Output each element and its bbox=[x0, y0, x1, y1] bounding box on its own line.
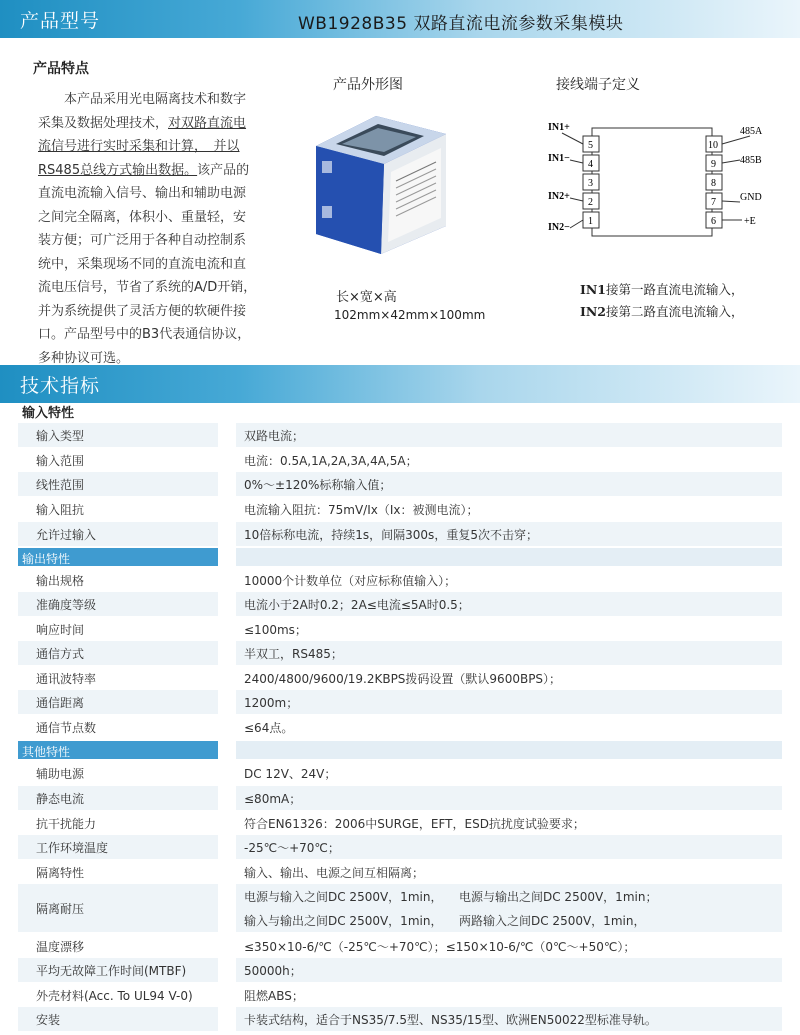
pin-number: 3 bbox=[588, 178, 593, 189]
feature-line: 并为系统提供了灵活方便的软硬件接 bbox=[38, 303, 247, 319]
pin-number: 5 bbox=[588, 140, 593, 151]
table-row: 输入类型 双路电流； bbox=[18, 423, 782, 447]
pin-label: GND bbox=[740, 192, 762, 203]
pin-label: +E bbox=[744, 216, 756, 227]
table-row: 辅助电源 DC 12V、24V； bbox=[18, 761, 782, 785]
pin-number: 9 bbox=[711, 159, 716, 170]
table-row-isolation: 隔离耐压 电源与输入之间DC 2500V，1min， 电源与输出之间DC 2500V，1min； 输入与输出之间DC 2500V，1min， 两路输入之间DC 2500V，1min， bbox=[18, 884, 782, 932]
terminal-note-2: IN2接第二路直流电流输入， bbox=[580, 304, 744, 319]
pin-number: 1 bbox=[588, 216, 593, 227]
feature-line: 直流电流输入信号、输出和辅助电源 bbox=[38, 186, 247, 201]
terminal-heading: 接线端子定义 bbox=[556, 77, 640, 93]
table-row: 通信节点数 ≤64点。 bbox=[18, 715, 782, 739]
left-terminal-block bbox=[548, 122, 599, 233]
pin-label: 485B bbox=[740, 155, 762, 166]
pin-label: IN1+ bbox=[548, 122, 570, 133]
feature-line: 口。产品型号中的B3代表通信协议， bbox=[38, 327, 251, 342]
pin-number: 4 bbox=[588, 159, 593, 170]
table-row: 通信距离 1200m； bbox=[18, 690, 782, 714]
pin-number: 7 bbox=[711, 197, 716, 208]
product-model-header bbox=[0, 0, 800, 38]
table-row: 准确度等级 电流小于2A时0.2；2A≤电流≤5A时0.5； bbox=[18, 592, 782, 616]
dims-label: 长×宽×高 bbox=[336, 290, 397, 305]
product-name: WB1928B35 双路直流电流参数采集模块 bbox=[298, 14, 624, 34]
pin-number: 10 bbox=[708, 140, 718, 151]
table-row: 温度漂移 ≤350×10-6/℃（-25℃～+70℃）；≤150×10-6/℃（0℃～+50℃）； bbox=[18, 934, 782, 958]
tech-spec-header bbox=[0, 365, 800, 403]
shape-heading: 产品外形图 bbox=[333, 77, 403, 93]
table-row: 输入范围 电流：0.5A,1A,2A,3A,4A,5A； bbox=[18, 448, 782, 472]
table-row: 输入阻抗 电流输入阻抗：75mV/Ix（Ix：被测电流）； bbox=[18, 497, 782, 521]
table-row: 通讯波特率 2400/4800/9600/19.2KBPS拨码设置（默认9600BPS）； bbox=[18, 666, 782, 690]
feature-line: 流电压信号，节省了系统的A/D开销， bbox=[38, 280, 257, 295]
feature-line: 采集及数据处理技术，对双路直流电 bbox=[38, 115, 247, 131]
table-row: 输出规格 10000个计数单位（对应标称值输入）； bbox=[18, 568, 782, 592]
feature-line: 流信号进行实时采集和计算， 并以 bbox=[38, 139, 240, 154]
table-row: 响应时间 ≤100ms； bbox=[18, 617, 782, 641]
product-image bbox=[296, 106, 454, 256]
table-row: 外壳材料(Acc. To UL94 V-0) 阻燃ABS； bbox=[18, 983, 782, 1007]
features-heading: 产品特点 bbox=[33, 61, 89, 77]
pin-label: IN1− bbox=[548, 153, 570, 164]
header-title: 技术指标 bbox=[20, 375, 101, 397]
table-row: 线性范围 0%～±120%标称输入值； bbox=[18, 472, 782, 496]
table-row: 通信方式 半双工，RS485； bbox=[18, 641, 782, 665]
terminal-note-1: IN1接第一路直流电流输入， bbox=[580, 282, 744, 297]
table-row: 隔离特性 输入、输出、电源之间互相隔离； bbox=[18, 860, 782, 884]
output-section-header: 输出特性 bbox=[18, 548, 782, 566]
table-row: 工作环境温度 -25℃～+70℃； bbox=[18, 835, 782, 859]
pin-number: 8 bbox=[711, 178, 716, 189]
table-row: 平均无故障工作时间(MTBF) 50000h； bbox=[18, 958, 782, 982]
features-text bbox=[38, 88, 270, 370]
feature-line: 装方便；可广泛用于各种自动控制系 bbox=[38, 233, 247, 248]
other-section-header: 其他特性 bbox=[18, 741, 782, 759]
feature-line: 本产品采用光电隔离技术和数字 bbox=[38, 92, 247, 107]
table-row: 安装 卡装式结构，适合于NS35/7.5型、NS35/15型、欧洲EN50022型标准导轨。 bbox=[18, 1007, 782, 1031]
table-row: 抗干扰能力 符合EN61326：2006中SURGE，EFT，ESD抗扰度试验要求； bbox=[18, 811, 782, 835]
pin-number: 2 bbox=[588, 197, 593, 208]
feature-line: RS485总线方式输出数据。该产品的 bbox=[38, 162, 250, 178]
pin-number: 6 bbox=[711, 216, 716, 227]
feature-line: 之间完全隔离，体积小、重量轻，安 bbox=[38, 209, 247, 225]
table-row: 允许过输入 10倍标称电流，持续1s，间隔300s，重复5次不击穿； bbox=[18, 522, 782, 546]
pin-label: 485A bbox=[740, 126, 763, 137]
input-heading: 输入特性 bbox=[22, 406, 75, 421]
header-title: 产品型号 bbox=[20, 10, 101, 32]
feature-line: 统中，采集现场不同的直流电流和直 bbox=[38, 256, 247, 272]
dims-value: 102mm×42mm×100mm bbox=[334, 308, 486, 322]
pin-label: IN2− bbox=[548, 222, 570, 233]
terminal-diagram bbox=[540, 116, 772, 238]
right-terminal-block bbox=[706, 126, 763, 228]
table-row: 静态电流 ≤80mA； bbox=[18, 786, 782, 810]
pin-label: IN2+ bbox=[548, 191, 570, 202]
feature-line: 多种协议可选。 bbox=[38, 350, 130, 366]
